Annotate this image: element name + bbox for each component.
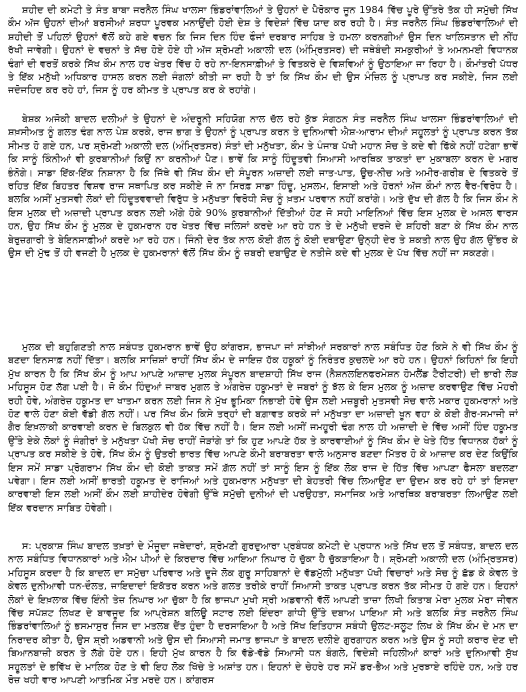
paragraph-2: ਬੇਸ਼ਕ ਅਜੋਕੀ ਬਾਦਲ ਦਲੀਆਂ ਤੇ ਉਹਨਾਂ ਦੇ ਅੰਦਰੂਨੀ ਸਹਿਯੋਗ ਨਾਲ ਚੱਲ ਰਹੇ ਕੁੱਝ ਸੰਗਠਨ ਸੰਤ ਜਰਨੈਲ ਸਿੰਘ ਖਾਲਸਾ ਭਿੰਡਰਾਂਵਾਲਿਆਂ ਦੀ ਸ਼ਖ਼ਸੀਅਤ ਨੂੰ ਗਲਤ ਢੰਗ ਨਾਲ ਪੇਸ਼ ਕਰਕੇ, ਰਾਜ ਭਾਗ ਤੇ ਉਹਨਾਂ ਨੂੰ ਪ੍ਰਾਪਤ ਕਰਨ ਤੇ ਦੁਨਿਆਵੀ ਐਸ਼-ਆਰਾਮ ਦੀਆਂ ਸਹੂਲਤਾਂ ਨੂੰ ਪ੍ਰਾਪਤ ਕਰਨ ਤੱਕ ਸੀਮਤ ਹੋ ਗਏ ਹਨ, ਪਰ ਸ਼੍ਰੋਮਣੀ ਅਕਾਲੀ ਦਲ (ਅੰਮ੍ਰਿਤਸਰ) ਸੰਤਾਂ ਦੀ ਮਨੁੱਖਤਾ, ਕੌਮ ਤੇ ਪੰਜਾਬ ਪੱਖੀ ਮਹਾਨ ਸੋਚ ਤੇ ਕਦੇ ਵੀ ਫਿੱਕੇ ਨਹੀਂ ਹਟੇਗਾ ਭਾਵੇਂ ਕਿ ਸਾਨੂੰ ਕਿੰਨੀਆਂ ਵੀ ਕੁਰਬਾਨੀਆਂ ਕਿਉਂ ਨਾ ਕਰਨੀਆਂ ਪੈਣ। ਭਾਵੇਂ ਕਿ ਸਾਨੂੰ ਹਿੰਦੂਤਵੀ ਸਿਆਸੀ ਆਰਥਿਕ ਤਾਕਤਾਂ ਦਾ ਮੁਕਾਬਲਾ ਕਰਨ ਦੇ ਮਗਰ ਭੰਨੋਗੇ। ਸਾਡਾ ਇੱਕ-ਇੱਕ ਨਿਸ਼ਾਨਾ ਹੈ ਕਿ ਜਿੱਥੇ ਵੀ ਸਿੱਖ ਕੌਮ ਦੀ ਸੰਪੂਰਨ ਅਜ਼ਾਦੀ ਲਈ ਜਾਤ-ਪਾਤ, ਊਚ-ਨੀਚ ਅਤੇ ਅਮੀਰ-ਗਰੀਬ ਦੇ ਵਿਤਕਰੇ ਤੋਂ ਰਹਿਤ ਇੱਕ ਬਿਹਤਰ ਵਿਸ਼ਵ ਰਾਜ ਸਥਾਪਿਤ ਕਰ ਸਕੀਏ ਜੋ ਨਾ ਸਿਰਫ਼ ਸਾਡਾ ਹਿੰਦੂ, ਮੁਸਲਮ, ਇਸਾਈ ਅਤੇ ਹੋਰਨਾਂ ਅੱਜ ਕੌਮਾਂ ਨਾਲ ਵੈਰ-ਵਿਰੋਧ ਹੈ। ਬਲਕਿ ਅਸੀਂ ਮੁਤਸਵੀ ਲੋਕਾਂ ਦੀ ਹਿੰਦੂਤਵਵਾਦੀ ਵਿਰੁੱਧ ਤੇ ਮਨੁੱਖਤਾ ਵਿਰੋਧੀ ਸੋਚ ਨੂੰ ਖ਼ਤਮ ਪਰਵਾਨ ਨਹੀਂ ਕਰਾਂਗੇ। ਅਤੇ ਦੁੱਖ ਦੀ ਗੱਲ ਹੈ ਕਿ ਜਿਸ ਕੌਮ ਨੇ ਇਸ ਮੁਲਕ ਦੀ ਅਜ਼ਾਦੀ ਪ੍ਰਾਪਤ ਕਰਨ ਲਈ ਅੱਗੇ ਹੋਕੇ 90% ਕੁਰਬਾਨੀਆਂ ਦਿੱਤੀਆਂ ਹੋਣ ਜੋ ਸਹੀ ਮਾਇਨਿਆਂ ਵਿੱਚ ਇਸ ਮੁਲਕ ਦੇ ਅਸਲ ਵਾਰਸ ਹਨ, ਉਹ ਸਿੱਖ ਕੌਮ ਨੂੰ ਮੁਲਕ ਦੇ ਹੁਕਮਰਾਨ ਹਰ ਖੇਤਰ ਵਿੱਚ ਜਲਿਸਾਂ ਕਰਦੇ ਆ ਰਹੇ ਹਨ ਤੇ ਦੇ ਮਨੁੱਖੀ ਦਰਜੇ ਦੇ ਸ਼ਹਿਰੀ ਬਣਾ ਕੇ ਸਿੱਖ ਕੌਮ ਨਾਲ ਬੇਰੁਜ਼ਗਾਰੀ ਤੇ ਬੇਇਨਸਾਫ਼ੀਆਂ ਕਰਦੇ ਆ ਰਹੇ ਹਨ। ਜਿੰਨੀ ਦੇਰ ਤੱਕ ਨਾਲ ਕੋਈ ਗੱਲ ਨੂੰ ਕੋਈ ਦਬਾਉਣਾ ਉਨ੍ਹੀ ਦੇਰ ਤੇ ਸ਼ਕਤੀ ਨਾਲ ਉਹ ਗੱਲ ਉੱਭਰ ਕੇ ਉਸ ਦੀ ਮੁੱਢ ਤੋਂ ਹੀ ਵਜਣੀ ਹੈ ਮੁਲਕ ਦੇ ਹੁਕਮਰਾਨਾਂ ਵੱਲੋਂ ਸਿੱਖ ਕੌਮ ਨੂੰ ਜ਼ਬਰੀ ਦਬਾਉਣ ਦੇ ਨਤੀਜੇ ਕਦੇ ਵੀ ਮੁਲਕ ਦੇ ਪੱਖ ਵਿੱਚ ਨਹੀਂ ਜਾ ਸਕਣਗੇ। (8, 114, 518, 260)
paragraph-1: ਸ਼ਹੀਦ ਦੀ ਕਮੇਟੀ ਤੇ ਸੰਤ ਬਾਬਾ ਜਰਨੈਲ ਸਿੰਘ ਖਾਲਸਾ ਭਿੰਡਰਾਂਵਾਲਿਆਂ ਤੇ ਉਹਨਾਂ ਦੇ ਪੈਰੋਕਾਰ ਜੂਨ 1984 ਵਿੱਚ ਪੂਰੇ ਉੱਤਰੇ ਤੱਕ ਹੀ ਸਮੁੱਚੀ ਸਿੱਖ ਕੌਮ ਅੱਜ ਉਹਨਾਂ ਦੀਆਂ ਬਰਸੀਆਂ ਸ਼ਰਧਾ ਪੂਰਵਕ ਮਨਾਉਂਦੀ ਹੋਈ ਦੇਸ਼ ਤੇ ਵਿਦੇਸ਼ਾਂ ਵਿੱਚ ਯਾਦ ਕਰ ਰਹੀ ਹੈ। ਸੰਤ ਜਰਨੈਲ ਸਿੰਘ ਭਿੰਡਰਾਂਵਾਲਿਆਂ ਦੀ ਸ਼ਹੀਦੀ ਤੋਂ ਪਹਿਲਾਂ ਉਹਨਾਂ ਵੱਲੋਂ ਕਹੇ ਗਏ ਵਚਨ ਕਿ ਜਿਸ ਦਿਨ ਹਿੰਦ ਫੌਜਾਂ ਦਰਬਾਰ ਸਾਹਿਬ ਤੇ ਹਮਲਾ ਕਰਨਗੀਆਂ ਉਸ ਦਿਨ ਖਾਲਿਸਤਾਨ ਦੀ ਨੀਂਹ ਰੱਖੀ ਜਾਵੇਗੀ। ਉਹਨਾਂ ਦੇ ਵਚਨਾਂ ਤੇ ਸੱਚ ਹੋਏ ਹੋਏ ਹੀ ਅੱਜ ਸ਼੍ਰੋਮਣੀ ਅਕਾਲੀ ਦਲ (ਅੰਮ੍ਰਿਤਸਰ) ਦੀ ਜਥੇਬੰਦੀ ਸਮਕੁਰੀਆਂ ਤੇ ਅਮਨਮਈ ਵਿਧਾਨਕ ਢੰਗਾਂ ਦੀ ਵਰਤੋਂ ਕਰਕੇ ਸਿੱਖ ਕੌਮ ਨਾਲ ਹਰ ਖੇਤਰ ਵਿੱਚ ਹੋ ਰਹੇ ਨਾ-ਇਨਸਾਫ਼ੀਆਂ ਤੇ ਵਿਤਕਰੇ ਦੇ ਵਿਸ਼ਵਿਆਂ ਨੂੰ ਉਠਾਇਆ ਜਾ ਰਿਹਾ ਹੈ। ਕੌਮਾਂਤਰੀ ਪੱਧਰ ਤੇ ਇੱਕ ਮਨੁੱਖੀ ਅਧਿਕਾਰ ਹਾਸਲ ਕਰਨ ਲਈ ਜੰਗਲਾਂ ਕੀਤੀ ਜਾ ਰਹੀ ਹੈ ਤਾਂ ਕਿ ਸਿੱਖ ਕੌਮ ਦੀ ਉਸ ਮੰਜ਼ਿਲ ਨੂੰ ਪ੍ਰਾਪਤ ਕਰ ਸਕੀਏ, ਜਿਸ ਲਈ ਜਦੋਜਹਿਦ ਕਰ ਰਹੇ ਹਾਂ, ਜਿਸ ਨੂੰ ਹਰ ਕੀਮਤ ਤੇ ਪ੍ਰਾਪਤ ਕਰ ਕੇ ਰਹਾਂਗੇ। (8, 5, 518, 97)
paragraph-4: ਸ: ਪ੍ਰਕਾਸ਼ ਸਿੰਘ ਬਾਦਲ ਤਖ਼ਤਾਂ ਦੇ ਮੌਜੂਦਾ ਜਥੇਦਾਰਾਂ, ਸ਼੍ਰੋਮਣੀ ਗੁਰਦੁਆਰਾ ਪ੍ਰਬੰਧਕ ਕਮੇਟੀ ਦੇ ਪ੍ਰਧਾਨ ਅਤੇ ਸਿੱਖ ਦਲ ਤੋਂ ਸਬੰਧਤ, ਬਾਦਲ ਦਲ ਨਾਲ ਸਬੰਧਿਤ ਵਿਧਾਨਕਾਰਾਂ ਅਤੇ ਐਮ ਪੀਆਂ ਦੇ ਕਿਰਦਾਰ ਵਿੱਚ ਆਇਆ ਨਿਘਾਰ ਹੋ ਚੁੱਕਾ ਹੈ ਚੁੱਕੜਾਇਆ ਹੈ। ਸ਼੍ਰੋਮਣੀ ਅਕਾਲੀ ਦਲ (ਅੰਮ੍ਰਿਤਸਰ) ਮਹਿਸੂਸ ਕਰਦਾ ਹੈ ਕਿ ਬਾਦਲ ਦਾ ਸਮੁੱਚਾ ਪਰਿਵਾਰ ਅਤੇ ਦੂਜੇ ਲੋਕ ਗੁਰੂ ਸਾਹਿਬਾਨਾਂ ਦੇ ਵੱਡਮੁੱਲੀ ਮਨੁੱਖਤਾ ਪੱਖੀ ਵਿਚਾਰਾਂ ਅਤੇ ਸੋਚ ਨੂੰ ਛੱਡ ਕੇ ਕੇਵਲ ਤੇ ਕੇਵਲ ਦੁਨੀਆਵੀ ਧਨ-ਦੌਲਤ, ਜਾਇਦਾਦਾਂ ਇਕੱਤਰ ਕਰਨ ਅਤੇ ਗਲਤ ਤਰੀਕੇ ਰਾਹੀਂ ਸਿਆਸੀ ਤਾਕਤ ਪ੍ਰਾਪਤ ਕਰਨ ਤੱਕ ਸੀਮਤ ਹੋ ਗਏ ਹਨ। ਇਹਨਾਂ ਲੋਕਾਂ ਦੇ ਇਖ਼ਲਾਕ ਵਿੱਚ ਇੰਨੀ ਤੇਜ਼ ਨਿਘਾਰ ਆ ਚੁੱਕਾ ਹੈ ਕਿ ਭਾਜਪਾ ਮੁਖੀ ਸ੍ਰੀ ਅਡਵਾਨੀ ਵੱਲੋਂ ਆਪਣੀ ਤਾਜ਼ਾ ਲਿਖੀ ਕਿਤਾਬ ਮੇਰਾ ਮੁਲਕ ਮੇਰਾ ਜੀਵਨ ਵਿੱਚ ਸਪੱਸ਼ਟ ਲਿਖਣ ਦੇ ਬਾਵਜੂਦ ਕਿ ਆਪ੍ਰੇਸ਼ਨ ਬਲਿਊ ਸਟਾਰ ਲਈ ਇੰਦਰਾ ਗਾਂਧੀ ਉੱਤੇ ਦਬਾਅ ਪਾਇਆ ਸੀ ਅਤੇ ਬਲਕਿ ਸੰਤ ਜਰਨੈਲ ਸਿੰਘ ਭਿੰਡਰਾਂਵਾਲਿਆਂ ਨੂੰ ਭਸਮਾਸੁਰ ਜਿਸ ਦਾ ਮਤਲਬ ਦੈਂਤ ਹੁੰਦਾ ਹੈ ਦਰਸਾਇਆ ਹੈ ਅਤੇ ਸਿੱਖ ਇਤਿਹਾਸ ਸਬੰਧੀ ਉਲਟ-ਸਲੂਟ ਲਿਖ ਕੇ ਸਿੱਖ ਕੌਮ ਦੇ ਮਨ ਦਾ ਨਿਰਾਦਰ ਕੀਤਾ ਹੈ, ਉਸ ਸ਼੍ਰੀ ਅਡਵਾਨੀ ਅਤੇ ਉਸ ਦੀ ਸਿਆਸੀ ਜਮਾਤ ਭਾਜਪਾ ਤੇ ਬਾਦਲ ਦਲੀਏ ਗੁਰਗਾਹਨ ਕਰਨ ਅਤੇ ਉਸ ਨੂੰ ਸਹੀ ਕਰਾਰ ਦੇਣ ਦੀ ਬਿਆਨਬਾਜ਼ੀ ਕਰਨ ਤੇ ਲੱਗੇ ਹੋਏ ਹਨ। ਇਹੀ ਮੁੱਖ ਕਾਰਨ ਹੈ ਕਿ ਵੱਡੇ-ਵੱਡੇ ਸਿਆਸੀ ਧਨ ਬੰਗਲੇ, ਵਿਦੇਸ਼ੀ ਜਹਿਲੀਆਂ ਕਾਰਾਂ ਅਤੇ ਦੁਨਿਆਵੀ ਸੁੱਖ ਸਹੂਲਤਾਂ ਦੇ ਭਵਿੱਖ ਦੇ ਮਾਲਿਕ ਹੋਣ ਤੇ ਵੀ ਇਹ ਲੋਕ ਖਿੱਚੇ ਤੇ ਅਸ਼ਾਂਤ ਹਨ। ਇਹਨਾਂ ਦੇ ਚੇਹਰੇ ਹਰ ਸਮੇਂ ਡਰ-ਭੈਅ ਅਤੇ ਮੁਰਝਾਏ ਰਹਿੰਦੇ ਹਨ, ਅਤੇ ਹਰ ਰੋਜ਼ ਖਹੀ ਵਾਰ ਆਪਣੀ ਆਤਮਿਕ ਮੌਤ ਮਰਦੇ ਹਨ। ਕਾਂਗਰਸ (8, 541, 518, 687)
paragraph-3: ਮੁਲਕ ਦੀ ਬਹੁਗਿਣਤੀ ਨਾਲ ਸਬੰਧਤ ਹੁਕਮਰਾਨ ਭਾਵੇਂ ਉਹ ਕਾਂਗਰਸ, ਭਾਜਪਾ ਜਾਂ ਸਾਂਝੀਆਂ ਸਰਕਾਰਾਂ ਨਾਲ ਸਬੰਧਿਤ ਹੋਣ ਕਿਸੇ ਨੇ ਵੀ ਸਿੱਖ ਕੌਮ ਨੂੰ ਬਣਦਾ ਇਨਸਾਫ਼ ਨਹੀਂ ਦਿੱਤਾ। ਬਲਕਿ ਸਾਜ਼ਿਸ਼ਾਂ ਰਾਹੀਂ ਸਿੱਖ ਕੌਮ ਦੇ ਜਾਇਜ਼ ਹੱਕ ਹਕੂਕਾਂ ਨੂੰ ਨਿਰੰਤਰ ਕੁਚਲਦੇ ਆ ਰਹੇ ਹਨ। ਉਹਨਾਂ ਕਿਹਿਨਾਂ ਕਿ ਇਹੀ ਮੁੱਖ ਕਾਰਨ ਹੈ ਕਿ ਸਿੱਖ ਕੌਮ ਨੂੰ ਆਪ ਆਪਣੇ ਆਜ਼ਾਦ ਮੁਲਕ ਸੰਪੂਰਨ ਬਾਦਸ਼ਾਹੀ ਸਿੱਖ ਰਾਜ (ਨੈਸ਼ਨਲਇਨਫਰਮੇਸ਼ਨ ਹੋਮਲੈਂਡ ਟੈਰੀਟਰੀ) ਦੀ ਭਾਰੀ ਲੋੜ ਮਹਿਸੂਸ ਹੋਣ ਲੱਗ ਪਈ ਹੈ। ਜੋ ਕੌਮ ਹਿੰਦੁਆਂ ਜਾਬਰ ਮੁਗਲ ਤੇ ਅੰਗਰੇਜ਼ ਹਕੂਮਤਾਂ ਦੇ ਜਬਰਾਂ ਨੂੰ ਝੱਲ ਕੇ ਇਸ ਮੁਲਕ ਨੂੰ ਅਜ਼ਾਦ ਕਰਵਾਉਣ ਵਿੱਚ ਮੋਹਰੀ ਰਹੀ ਹੋਵੇ, ਅੰਗਰੇਜ਼ ਹਕੂਮਤ ਦਾ ਖਾਤਮਾ ਕਰਨ ਲਈ ਜਿਸ ਨੇ ਮੁੱਖ ਭੂਮਿਕਾ ਨਿਭਾਈ ਹੋਵੇ ਉਸ ਲਈ ਮਜ਼ਬੂਰੀ ਮੁਤਸਵੀ ਸੋਚ ਵਾਲੇ ਮਕਾਰ ਹੁਕਮਰਾਨਾਂ ਅਤੇ ਹੋਣ ਵਾਲੇ ਹੋਣਾ ਕੋਈ ਵੱਡੀ ਗੱਲ ਨਹੀਂ। ਪਰ ਸਿੱਖ ਕੌਮ ਕਿਸੇ ਤਰ੍ਹਾਂ ਦੀ ਬਗ਼ਾਵਤ ਕਰਕੇ ਜਾਂ ਮਨੁੱਖਤਾ ਦਾ ਅਜ਼ਾਦੀ ਖੂਨ ਵਹਾ ਕੇ ਕੋਈ ਗੈਰ-ਸਮਾਜੀ ਜਾਂ ਗੈਰ ਇਖ਼ਲਾਕੀ ਕਾਰਵਾਈ ਕਰਨ ਦੇ ਬਿਲਕੁਲ ਵੀ ਹੱਕ ਵਿੱਚ ਨਹੀਂ ਹੈ। ਇਸ ਲਈ ਅਸੀਂ ਜਮਹੂਰੀ ਢੰਗ ਨਾਲ ਹੀ ਅਜ਼ਾਦੀ ਦੇ ਵਿੱਚ ਅਸੀਂ ਹਿੰਦ ਹਕੂਮਤ ਉੱਤੇ ਏਕੇ ਲੋਕਾਂ ਨੂੰ ਜੰਗੀਰਾਂ ਤੇ ਮਨੁੱਖਤਾ ਪੱਖੀ ਸੋਚ ਰਾਹੀਂ ਜੋੜਾਂਗੇ ਤਾਂ ਕਿ ਹੁਣ ਆਪਣੇ ਹੱਕ ਤੇ ਕਾਰਵਾਈਆਂ ਨੂੰ ਸਿੱਖ ਕੌਮ ਦੇ ਖੇਤੇ ਹਿੱਤ ਵਿਧਾਨਕ ਹੱਕਾਂ ਨੂੰ ਪ੍ਰਾਪਤ ਕਰ ਸਕੀਏ ਤੇ ਹੋਵੇ, ਸਿੱਖ ਕੌਮ ਨੂੰ ਉਤਰੀ ਭਾਰਤ ਵਿੱਚ ਆਪਣੇ ਕੌਮੀ ਬਰਾਬਰਤਾ ਵਾਲੇ ਅਨੁਸਾਰ ਬਣਦਾ ਮਿੱਤਰ ਹੋ ਕੇ ਆਜ਼ਾਦ ਕਰ ਦੇਣ ਕਿਉਂਕਿ ਇਸ ਸਮੇਂ ਸਾਡਾ ਪ੍ਰੋਗਰਾਮ ਸਿੱਖ ਕੌਮ ਦੀ ਕੋਈ ਤਾਕਤ ਸਮੇਂ ਗ਼ੱਲ ਨਹੀਂ ਤਾਂ ਸਾਨੂੰ ਇਸ ਨੂੰ ਇੱਕ ਲੋਕ ਰਾਜ ਦੇ ਹਿੱਤ ਵਿੱਚ ਆਪਣਾ ਫੈਸਲਾ ਬਦਲਣਾ ਪਵੇਗਾ। ਇਸ ਲਈ ਅਸੀਂ ਭਾਰਤੀ ਹਕੂਮਤ ਦੇ ਰਾਜਿਆਂ ਅਤੇ ਹੁਕਮਰਾਨ ਮਨੁੱਖਤਾ ਦੀ ਬੇਹਤਰੀ ਵਿੱਚ ਲਿਆਉਣ ਦਾ ਉਦਮ ਕਰ ਰਹੇ ਹਾਂ ਤਾਂ ਇਸਦਾ ਕਾਰਵਾਈ ਇਸ ਲਈ ਅਸੀਂ ਕੌਮ ਲਈ ਸ਼ਾਹੀਦੇਰ ਹੋਵੇਗੀ ਉੱਥੇ ਸਮੁੱਚੀ ਦੁਨੀਆਂ ਦੀ ਪਰਉਹਤਾ, ਸਮਾਜਿਕ ਅਤੇ ਆਰਥਿਕ ਬਰਾਬਰਤਾ ਲਿਆਉਣ ਲਈ ਇੱਕ ਵਰਦਾਨ ਸਾਬਿਤ ਹੋਵੇਗੀ। (8, 342, 518, 514)
